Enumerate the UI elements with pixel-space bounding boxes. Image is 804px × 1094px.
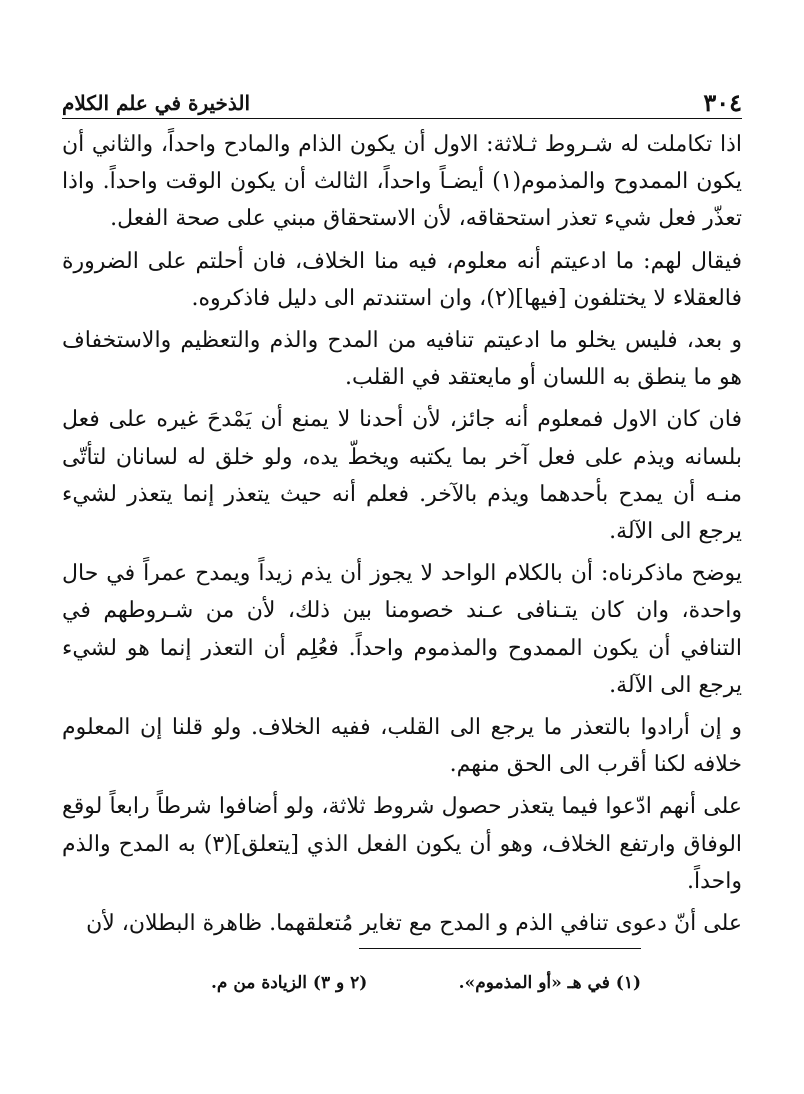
paragraph: اذا تكاملت له شـروط ثـلاثة: الاول أن يكون الذام والمادح واحداً، والثاني أن يكون الممدوح والمذموم(١) أيضـاً واحداً، الثالث أن يكون الوقت واحداً. واذا تعذّر فعل شيء تعذر استحقاقه، لأن الاستحقاق مبني على صحة الفعل.	[62, 132, 742, 232]
paragraph: فان كان الاول فمعلوم أنه جائز، لأن أحدنا لا يمنع أن يَمْدحَ غيره على فعل بلسانه ويذم على فعل آخر بما يكتبه ويخطّ يده، ولو خلق له لسانان لتأتّى منـه أن يمدح بأحدهما ويذم بالآخر. فعلم أنه حيث يتعذر إنما يتعذر لشيء يرجع الى الآلة.	[62, 407, 742, 545]
footnote-2-3: (٢ و ٣) الزيادة من م.	[211, 973, 368, 993]
paragraph: و بعد، فليس يخلو ما ادعيتم تنافيه من المدح والذم والتعظيم والاستخفاف هو ما ينطق به اللسان أو مايعتقد في القلب.	[62, 328, 742, 391]
main-text	[62, 126, 742, 942]
paragraph: يوضح ماذكرناه: أن بالكلام الواحد لا يجوز أن يذم زيداً ويمدح عمراً في حال واحدة، وان كان يتـنافى عـند خصومنا بين ذلك، لأن من شـروطهم في التنافي أن يكون الممدوح والمذموم واحداً. فعُلِم أن التعذر إنما هو لشيء يرجع الى الآلة.	[62, 561, 742, 698]
paragraph: على أنّ دعوى تنافي الذم و المدح مع تغاير مُتعلقهما. ظاهرة البطلان، لأن	[86, 911, 742, 937]
page-header	[62, 84, 742, 119]
paragraph: على أنهم ادّعوا فيما يتعذر حصول شروط ثلاثة، ولو أضافوا شرطاً رابعاً لوقع الوفاق وارتفع الخلاف، وهو أن يكون الفعل الذي [يتعلق](٣) به المدح والذم واحداً.	[62, 794, 743, 894]
paragraph: و إن أرادوا بالتعذر ما يرجع الى القلب، ففيه الخلاف. ولو قلنا إن المعلوم خلافه لكنا أقرب الى الحق منهم.	[62, 715, 742, 778]
page-number: ٣٠٤	[703, 88, 742, 117]
paragraph: فيقال لهم: ما ادعيتم أنه معلوم، فيه منا الخلاف، فان أحلتم على الضرورة فالعقلاء لا يختلفون [فيها](٢)، وان استندتم الى دليل فاذكروه.	[62, 248, 742, 311]
running-title: الذخيرة في علم الكلام	[62, 91, 251, 115]
footnote-divider	[359, 948, 641, 949]
footnotes	[211, 970, 641, 996]
footnote-1: (١) في هـ «أو المذموم».	[458, 973, 641, 993]
